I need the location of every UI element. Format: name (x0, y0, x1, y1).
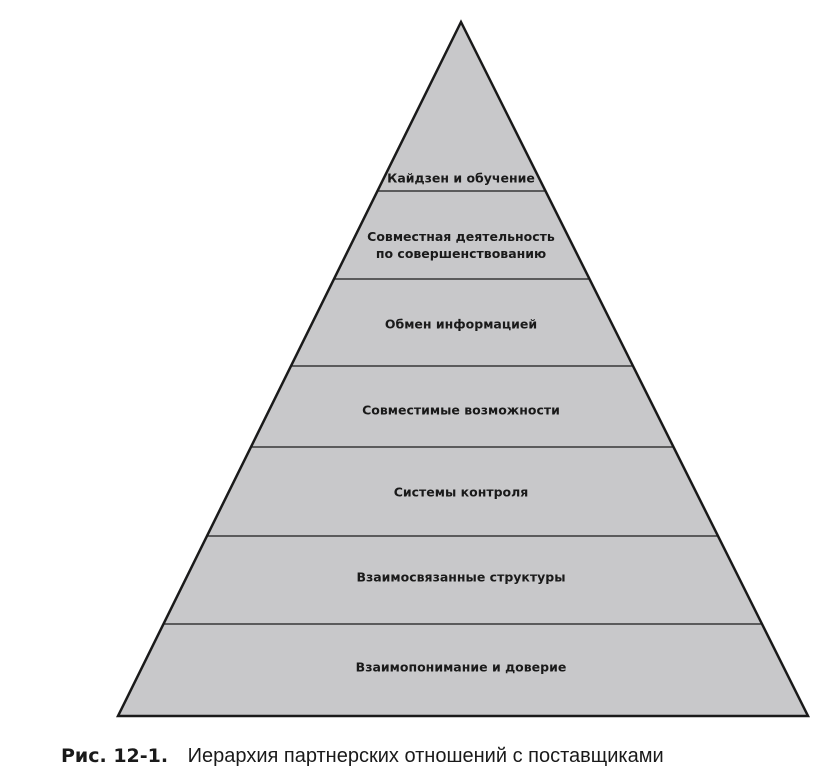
level-label-line: Взаимосвязанные структуры (356, 569, 566, 585)
figure-number: Рис. 12-1. (61, 745, 169, 767)
level-label-7 (356, 660, 567, 675)
level-label-line: Кайдзен и обучение (387, 170, 535, 186)
level-label-line: по совершенствованию (375, 246, 547, 261)
level-label-line: Совместимые возможности (362, 402, 560, 418)
level-label-5 (394, 485, 529, 500)
level-label-1 (387, 171, 535, 186)
level-label-3 (385, 317, 537, 332)
pyramid-shape (118, 22, 808, 716)
figure-title: Иерархия партнерских отношений с поставщиками (187, 745, 664, 767)
figure-caption (61, 745, 664, 768)
level-label-line: Обмен информацией (384, 316, 538, 332)
level-label-4 (362, 403, 560, 418)
level-label-line: Взаимопонимание и доверие (355, 659, 567, 675)
level-label-6 (356, 570, 565, 585)
level-label-line: Совместная деятельность (367, 229, 555, 244)
level-label-line: Системы контроля (393, 484, 529, 500)
